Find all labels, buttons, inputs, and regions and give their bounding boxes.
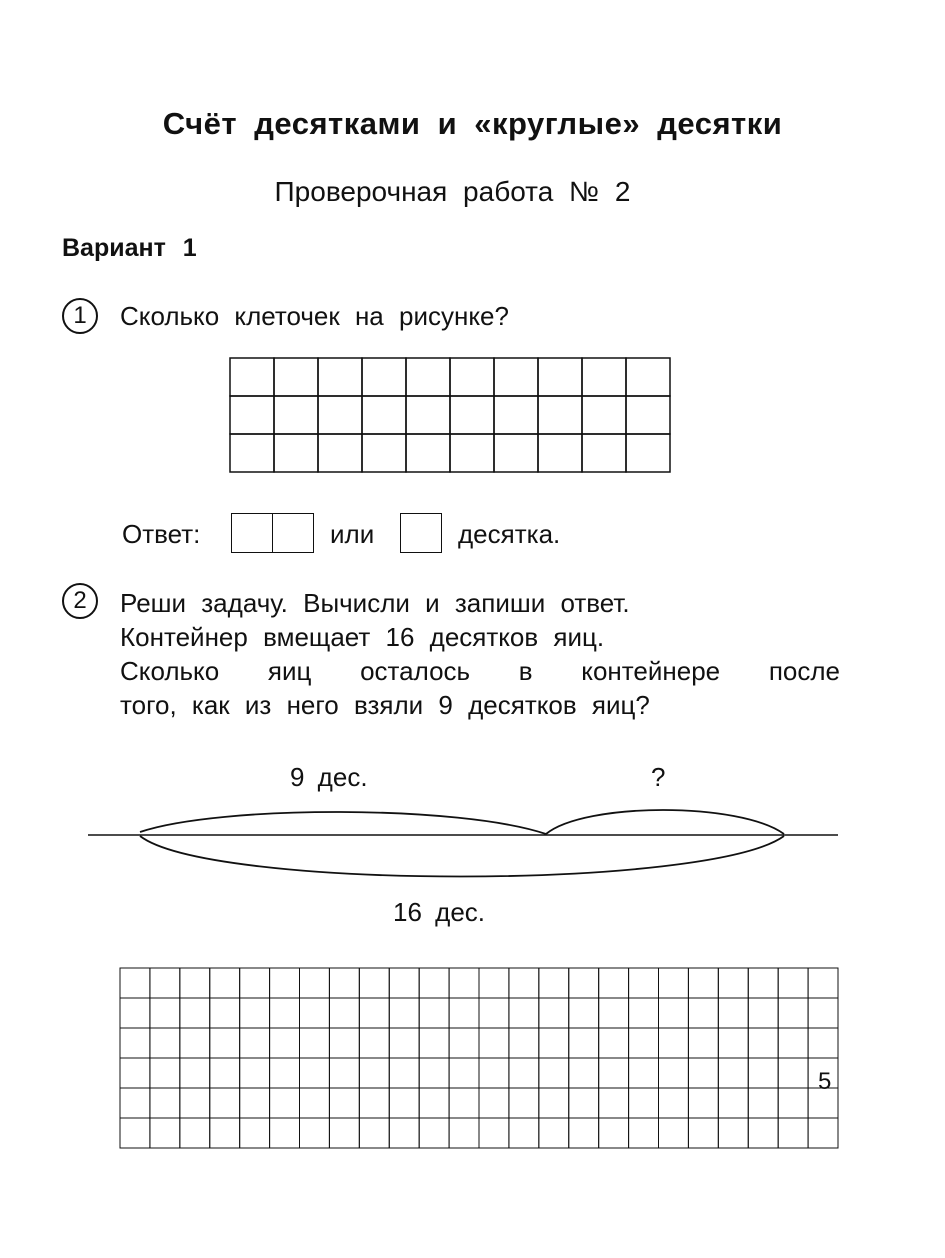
workspace-grid-cell: [659, 1028, 689, 1058]
workspace-grid-cell: [329, 1088, 359, 1118]
workspace-grid-cell: [449, 1028, 479, 1058]
workspace-grid-cell: [329, 1118, 359, 1148]
workspace-grid-cell: [718, 1058, 748, 1088]
workspace-grid-cell: [539, 1118, 569, 1148]
workspace-grid-cell: [120, 1088, 150, 1118]
workspace-grid-cell: [389, 998, 419, 1028]
workspace-grid-cell: [629, 1028, 659, 1058]
workspace-grid-cell: [808, 998, 838, 1028]
workspace-grid-cell: [599, 968, 629, 998]
workspace-grid-cell: [659, 1058, 689, 1088]
workspace-grid-cell: [210, 1058, 240, 1088]
workspace-grid-cell: [449, 1088, 479, 1118]
workspace-grid-cell: [419, 1028, 449, 1058]
page-number: 5: [818, 1068, 832, 1095]
workspace-grid-cell: [569, 1058, 599, 1088]
workspace-grid-cell: [539, 968, 569, 998]
workspace-grid-cell: [659, 1118, 689, 1148]
workspace-grid-cell: [718, 968, 748, 998]
workspace-grid-cell: [449, 998, 479, 1028]
workspace-grid-cell: [240, 1118, 270, 1148]
workspace-grid-cell: [748, 1088, 778, 1118]
workspace-grid-cell: [479, 968, 509, 998]
workspace-grid-cell: [240, 968, 270, 998]
workspace-grid-cell: [240, 1028, 270, 1058]
workspace-grid-cell: [240, 998, 270, 1028]
workspace-grid-cell: [599, 1118, 629, 1148]
diagram-arc-taken: [140, 812, 546, 834]
workspace-grid-cell: [120, 998, 150, 1028]
workspace-grid-cell: [120, 1058, 150, 1088]
workspace-grid-cell: [748, 968, 778, 998]
workspace-grid-cell: [359, 1058, 389, 1088]
workspace-grid-cell: [419, 968, 449, 998]
workspace-grid-cell: [778, 1058, 808, 1088]
workspace-grid-cell: [180, 968, 210, 998]
workspace-grid-cell: [599, 1028, 629, 1058]
workspace-grid-cell: [688, 1118, 718, 1148]
workspace-grid-cell: [359, 968, 389, 998]
workspace-grid-cell: [509, 1118, 539, 1148]
workspace-grid-cell: [210, 1118, 240, 1148]
workspace-grid-cell: [479, 1028, 509, 1058]
workspace-grid-cell: [479, 1118, 509, 1148]
workspace-grid-cell: [659, 998, 689, 1028]
workspace-grid-cell: [629, 998, 659, 1028]
workspace-grid-cell: [688, 1058, 718, 1088]
variant-label: Вариант 1: [62, 234, 197, 262]
workspace-grid-cell: [569, 1088, 599, 1118]
workspace-grid-cell: [718, 1088, 748, 1118]
workspace-grid-cell: [359, 998, 389, 1028]
workspace-grid-cell: [569, 998, 599, 1028]
workspace-grid-cell: [718, 1118, 748, 1148]
workspace-grid-cell: [688, 1028, 718, 1058]
workspace-grid-cell: [509, 1088, 539, 1118]
workspace-grid-cell: [419, 1058, 449, 1088]
workspace-grid-cell: [300, 998, 330, 1028]
task-1-number: 1: [62, 298, 98, 334]
test-subtitle: Проверочная работа № 2: [274, 176, 631, 207]
workspace-grid-cell: [210, 1088, 240, 1118]
workspace-grid-cell: [479, 998, 509, 1028]
workspace-grid-cell: [240, 1088, 270, 1118]
workspace-grid-cell: [449, 1058, 479, 1088]
workspace-grid-cell: [599, 1088, 629, 1118]
workspace-grid-cell: [210, 998, 240, 1028]
workspace-grid-cell: [389, 1058, 419, 1088]
workspace-grid-cell: [270, 998, 300, 1028]
answer-or-word: или: [330, 519, 375, 549]
workspace-grid-cell: [270, 1118, 300, 1148]
diagram-label-total: 16 дес.: [393, 897, 485, 927]
workspace-grid-cell: [210, 968, 240, 998]
workspace-grid-cell: [808, 968, 838, 998]
workspace-grid-cell: [688, 968, 718, 998]
diagram-label-taken: 9 дес.: [290, 762, 368, 792]
workspace-grid-cell: [150, 1118, 180, 1148]
workspace-grid-cell: [419, 1088, 449, 1118]
diagram-label-unknown: ?: [651, 762, 666, 792]
workspace-grid-cell: [808, 1118, 838, 1148]
workspace-grid-cell: [270, 1088, 300, 1118]
workspace-grid-cell: [629, 968, 659, 998]
workspace-grid-cell: [180, 998, 210, 1028]
workspace-grid-cell: [150, 1088, 180, 1118]
workspace-grid-cell: [210, 1028, 240, 1058]
workspace-grid-cell: [599, 1058, 629, 1088]
workspace-grid-cell: [300, 1028, 330, 1058]
workspace-grid-cell: [509, 998, 539, 1028]
workspace-grid-cell: [150, 998, 180, 1028]
workspace-grid-cell: [629, 1118, 659, 1148]
workspace-grid-cell: [329, 968, 359, 998]
workspace-grid-cell: [120, 968, 150, 998]
workspace-grid-cell: [300, 1088, 330, 1118]
workspace-grid-cell: [778, 998, 808, 1028]
workspace-grid-cell: [688, 1088, 718, 1118]
workspace-grid-cell: [270, 968, 300, 998]
answer-prefix: Ответ:: [122, 519, 201, 549]
workspace-grid-cell: [359, 1088, 389, 1118]
task-2-line-2: Контейнер вмещает 16 десятков яиц.: [120, 622, 605, 652]
workspace-grid[interactable]: [120, 968, 838, 1148]
workspace-grid-cell: [688, 998, 718, 1028]
workspace-grid-cell: [150, 1028, 180, 1058]
workspace-grid-cell: [449, 968, 479, 998]
workspace-grid-cell: [509, 968, 539, 998]
workspace-grid-cell: [629, 1088, 659, 1118]
workspace-grid-cell: [778, 1028, 808, 1058]
workspace-grid-cell: [659, 968, 689, 998]
workspace-grid-cell: [449, 1118, 479, 1148]
workspace-grid-cell: [180, 1028, 210, 1058]
workspace-grid-cell: [778, 1118, 808, 1148]
task-2-number: 2: [62, 583, 98, 619]
workspace-grid-cell: [329, 1058, 359, 1088]
workspace-grid-cell: [359, 1118, 389, 1148]
task-2-line-3: Сколько яиц осталось в контейнере после: [120, 656, 840, 686]
workspace-grid-cell: [539, 1058, 569, 1088]
workspace-grid-cell: [180, 1088, 210, 1118]
workspace-grid-cell: [270, 1028, 300, 1058]
workspace-grid-cell: [718, 1028, 748, 1058]
task-2-line-1: Реши задачу. Вычисли и запиши ответ.: [120, 588, 630, 618]
page-title: Счёт десятками и «круглые» десятки: [162, 106, 783, 141]
workspace-grid-cell: [748, 1028, 778, 1058]
workspace-grid-cell: [300, 968, 330, 998]
workspace-grid-cell: [569, 1118, 599, 1148]
workspace-grid-cell: [389, 968, 419, 998]
workspace-grid-cell: [509, 1028, 539, 1058]
workspace-grid-cell: [479, 1088, 509, 1118]
workspace-grid-cell: [150, 1058, 180, 1088]
workspace-grid-cell: [120, 1118, 150, 1148]
workspace-grid-cell: [300, 1058, 330, 1088]
answer-suffix: десятка.: [458, 519, 561, 549]
workspace-grid-cell: [659, 1088, 689, 1118]
workspace-grid-cell: [599, 998, 629, 1028]
workspace-grid-cell: [569, 1028, 599, 1058]
workspace-grid-cell: [389, 1088, 419, 1118]
workspace-grid-cell: [778, 968, 808, 998]
workspace-grid-cell: [509, 1058, 539, 1088]
workspace-grid-cell: [359, 1028, 389, 1058]
workspace-grid-cell: [300, 1118, 330, 1148]
workspace-grid-cell: [539, 998, 569, 1028]
workspace-grid-cell: [270, 1058, 300, 1088]
workspace-grid-cell: [419, 998, 449, 1028]
workspace-grid-cell: [778, 1088, 808, 1118]
workspace-grid-cell: [718, 998, 748, 1028]
workspace-grid-cell: [748, 1058, 778, 1088]
diagram-arc-total: [140, 836, 784, 877]
workspace-grid-cell: [329, 998, 359, 1028]
diagram-arc-remaining: [546, 810, 784, 834]
workspace-grid-cell: [329, 1028, 359, 1058]
workspace-grid-cell: [539, 1088, 569, 1118]
workspace-grid-cell: [150, 968, 180, 998]
workspace-grid-cell: [120, 1028, 150, 1058]
workspace-grid-cell: [389, 1028, 419, 1058]
workspace-grid-cell: [389, 1118, 419, 1148]
workspace-grid-cell: [748, 998, 778, 1028]
workspace-grid-cell: [629, 1058, 659, 1088]
workspace-grid-cell: [748, 1118, 778, 1148]
workspace-grid-cell: [569, 968, 599, 998]
task-2-line-4: того, как из него взяли 9 десятков яиц?: [120, 690, 650, 720]
workspace-grid-cell: [808, 1028, 838, 1058]
workspace-grid-cell: [180, 1058, 210, 1088]
workspace-grid-cell: [180, 1118, 210, 1148]
workspace-grid-cell: [479, 1058, 509, 1088]
workspace-grid-cell: [539, 1028, 569, 1058]
workspace-grid-cell: [240, 1058, 270, 1088]
workspace-grid-cell: [419, 1118, 449, 1148]
task-1-question: Сколько клеточек на рисунке?: [120, 301, 509, 331]
